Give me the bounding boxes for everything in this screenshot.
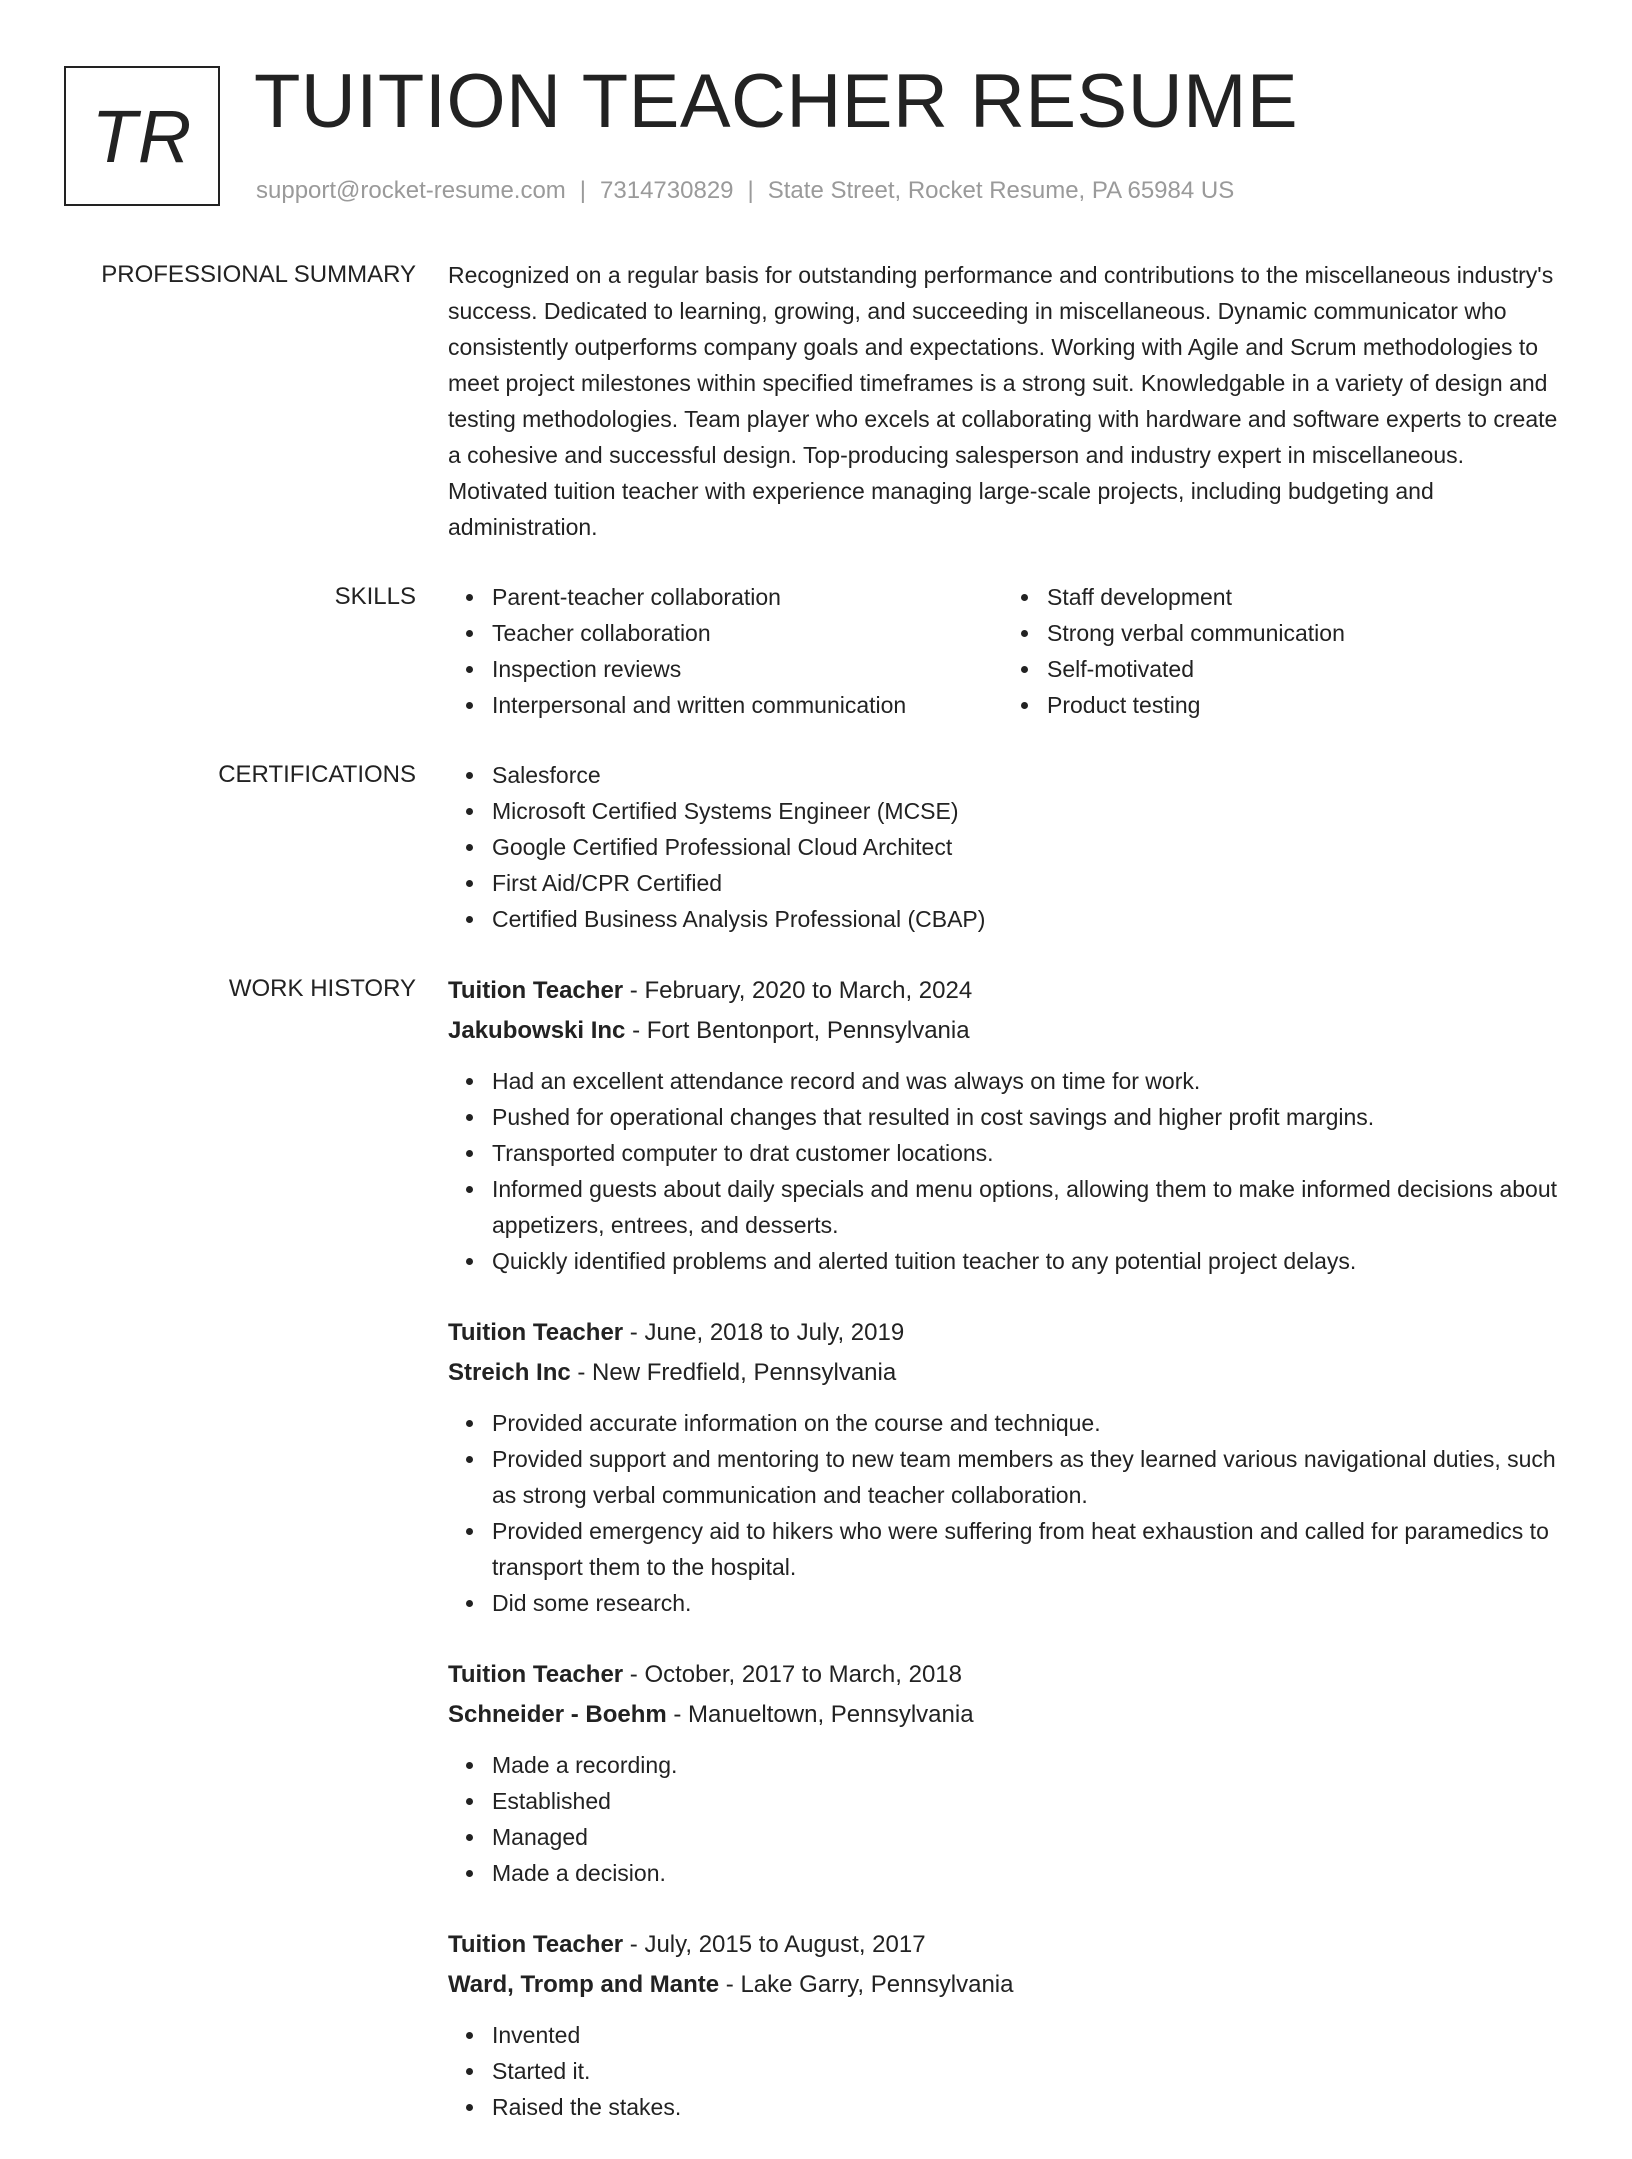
- section-label-certifications: CERTIFICATIONS: [218, 761, 416, 788]
- skill-item: Self-motivated: [1047, 651, 1558, 687]
- certifications-list: [448, 757, 1558, 937]
- job-company: Jakubowski Inc: [448, 1017, 626, 1044]
- certification-item: Certified Business Analysis Professional (CBAP): [492, 901, 1558, 937]
- skill-item: Inspection reviews: [492, 651, 1003, 687]
- job-title-line: [448, 1655, 1558, 1695]
- job-dates: - June, 2018 to July, 2019: [623, 1319, 905, 1346]
- job-bullet: Provided support and mentoring to new team members as they learned various navigational duties, such as strong verbal communication and teacher collaboration.: [492, 1441, 1558, 1513]
- monogram-logo: TR: [64, 66, 220, 206]
- job-entry: [448, 1925, 1558, 2125]
- job-location: - Manueltown, Pennsylvania: [666, 1701, 974, 1728]
- section-label-summary: PROFESSIONAL SUMMARY: [101, 261, 416, 288]
- contact-separator: |: [747, 177, 754, 204]
- job-bullets: [448, 2017, 1558, 2125]
- summary-body: [448, 257, 1558, 545]
- job-title: Tuition Teacher: [448, 1931, 624, 1958]
- job-location: - New Fredfield, Pennsylvania: [570, 1359, 897, 1386]
- contact-separator: |: [579, 177, 587, 204]
- job-dates: - October, 2017 to March, 2018: [623, 1661, 962, 1688]
- job-company: Streich Inc: [448, 1359, 571, 1386]
- resume-title: TUITION TEACHER RESUME: [254, 59, 1299, 144]
- contact-phone[interactable]: 7314730829: [600, 177, 734, 204]
- skill-item: Staff development: [1047, 579, 1558, 615]
- job-bullet: Raised the stakes.: [492, 2089, 1558, 2125]
- certification-item: First Aid/CPR Certified: [492, 865, 1558, 901]
- job-bullets: [448, 1405, 1558, 1621]
- work-history-body: [448, 971, 1558, 2159]
- skills-list-left: [448, 579, 1003, 723]
- certification-item: Salesforce: [492, 757, 1558, 793]
- job-bullets: [448, 1063, 1558, 1279]
- job-title-line: [448, 971, 1558, 1011]
- job-title-line: [448, 1313, 1558, 1353]
- job-bullet: Quickly identified problems and alerted tuition teacher to any potential project delays.: [492, 1243, 1558, 1279]
- job-company-line: [448, 1695, 1558, 1735]
- job-dates: - July, 2015 to August, 2017: [623, 1931, 926, 1958]
- job-company: Schneider - Boehm: [448, 1701, 667, 1728]
- certification-item: Microsoft Certified Systems Engineer (MCSE): [492, 793, 1558, 829]
- job-bullet: Made a decision.: [492, 1855, 1558, 1891]
- job-bullet: Transported computer to drat customer locations.: [492, 1135, 1558, 1171]
- job-title: Tuition Teacher: [448, 977, 624, 1004]
- job-bullets: [448, 1747, 1558, 1891]
- job-location: - Fort Bentonport, Pennsylvania: [625, 1017, 970, 1044]
- skill-item: Interpersonal and written communication: [492, 687, 1003, 723]
- job-bullet: Provided emergency aid to hikers who were suffering from heat exhaustion and called for paramedics to transport them to the hospital.: [492, 1513, 1558, 1585]
- skill-item: Product testing: [1047, 687, 1558, 723]
- section-label-skills: SKILLS: [334, 583, 416, 610]
- skill-item: Parent-teacher collaboration: [492, 579, 1003, 615]
- job-title: Tuition Teacher: [448, 1661, 624, 1688]
- skills-body: [448, 579, 1558, 723]
- section-label-work-history: WORK HISTORY: [228, 975, 416, 1002]
- job-bullet: Started it.: [492, 2053, 1558, 2089]
- job-bullet: Managed: [492, 1819, 1558, 1855]
- certification-item: Google Certified Professional Cloud Architect: [492, 829, 1558, 865]
- job-company-line: [448, 1965, 1558, 2005]
- skill-item: Strong verbal communication: [1047, 615, 1558, 651]
- job-bullet: Did some research.: [492, 1585, 1558, 1621]
- job-bullet: Pushed for operational changes that resulted in cost savings and higher profit margins.: [492, 1099, 1558, 1135]
- skill-item: Teacher collaboration: [492, 615, 1003, 651]
- job-bullet: Established: [492, 1783, 1558, 1819]
- skills-list-right: [1003, 579, 1558, 723]
- contact-email[interactable]: support@rocket-resume.com: [256, 177, 566, 204]
- job-location: - Lake Garry, Pennsylvania: [719, 1971, 1014, 1998]
- job-company: Ward, Tromp and Mante: [448, 1971, 720, 1998]
- contact-line: [256, 174, 1234, 208]
- job-bullet: Provided accurate information on the course and technique.: [492, 1405, 1558, 1441]
- job-entry: [448, 1313, 1558, 1621]
- job-company-line: [448, 1011, 1558, 1051]
- job-entry: [448, 971, 1558, 1279]
- job-company-line: [448, 1353, 1558, 1393]
- job-entry: [448, 1655, 1558, 1891]
- job-title: Tuition Teacher: [448, 1319, 624, 1346]
- summary-text: Recognized on a regular basis for outstanding performance and contributions to the miscellaneous industry's success. Dedicated to learning, growing, and succeeding in miscellaneous. Dynamic communicator who consistently outperforms company goals and expectations. Working with Agile and Scrum methodologies to meet project milestones within specified timeframes is a strong suit. Knowledgable in a variety of design and testing methodologies. Team player who excels at collaborating with hardware and software experts to create a cohesive and successful design. Top-producing salesperson and industry expert in miscellaneous. Motivated tuition teacher with experience managing large-scale projects, including budgeting and administration.: [448, 262, 1558, 540]
- certifications-body: [448, 757, 1558, 937]
- job-bullet: Invented: [492, 2017, 1558, 2053]
- job-title-line: [448, 1925, 1558, 1965]
- job-bullet: Had an excellent attendance record and was always on time for work.: [492, 1063, 1558, 1099]
- job-bullet: Informed guests about daily specials and menu options, allowing them to make informed decisions about appetizers, entrees, and desserts.: [492, 1171, 1558, 1243]
- contact-address: State Street, Rocket Resume, PA 65984 US: [767, 177, 1235, 204]
- job-dates: - February, 2020 to March, 2024: [623, 977, 973, 1004]
- job-bullet: Made a recording.: [492, 1747, 1558, 1783]
